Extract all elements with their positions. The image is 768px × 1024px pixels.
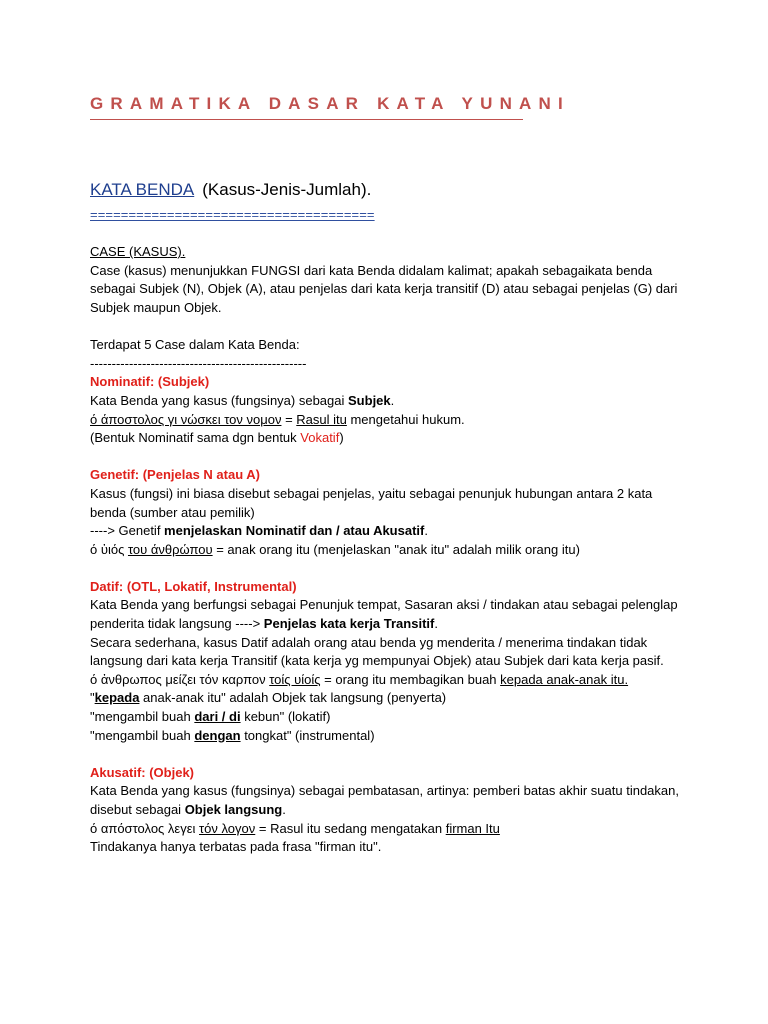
datif-line-6: "mengambil buah dengan tongkat" (instrumental) [90, 727, 375, 743]
genetif-line-2: ----> Genetif menjelaskan Nominatif dan / atau Akusatif. [90, 523, 428, 539]
datif-heading: Datif: (OTL, Lokatif, Instrumental) [90, 578, 297, 594]
vokatif-word: Vokatif [300, 430, 340, 446]
nominatif-line-3: (Bentuk Nominatif sama dgn bentuk Vokatif) [90, 430, 344, 446]
akusatif-firman-underlined: firman Itu [445, 820, 500, 836]
datif-greek-line: ό ἀνθρωπος μείζει τόν καρπον τοίς υίοίς = orang itu membagikan buah kepada anak-anak itu. [90, 671, 629, 687]
dash-line: -------------------------------------------------- [90, 355, 307, 371]
akusatif-line-1: Kata Benda yang kasus (fungsinya) sebagai pembatasan, artinya: pemberi batas akhir suatu tindakan, disebut sebagai Objek langsung. [90, 783, 679, 817]
datif-line-2: Secara sederhana, kasus Datif adalah orang atau benda yg menderita / menerima tindakan tidak langsung dari kata kerja Transitif (kata kerja yg mempunyai Objek) atau Subjek dari kata kerja pasif. [90, 634, 664, 669]
case-description: Case (kasus) menunjukkan FUNGSI dari kata Benda didalam kalimat; apakah sebagaikata benda sebagai Subjek (N), Objek (A), atau penjelas dari kata kerja transitif (D) atau sebagai penjelas (G) dari Subjek maupun Objek. [90, 262, 678, 315]
spacer [90, 225, 690, 244]
datif-dari-bold: dari / di [194, 709, 241, 725]
akusatif-bold: Objek langsung [184, 802, 283, 817]
genetif-bold: menjelaskan Nominatif dan / atau Akusatif [164, 523, 425, 539]
datif-greek-underlined: τοίς υίοίς [269, 671, 321, 687]
spacer [90, 448, 690, 467]
genetif-line-1: Kasus (fungsi) ini biasa disebut sebagai penjelas, yaitu sebagai penunjuk hubungan antara 2 kata benda (sumber atau pemilik) [90, 485, 653, 520]
section-heading [90, 180, 371, 200]
nominatif-rasul: Rasul itu [296, 411, 347, 427]
datif-dengan-bold: dengan [194, 727, 241, 743]
akusatif-greek-line: ό απόστολος λεγει τόν λογον = Rasul itu sedang mengatakan firman Itu [90, 820, 500, 836]
heading-kata-benda: KATA BENDA [90, 180, 195, 199]
nominatif-greek: ό άποστολος γι νώσκει τον νομον [90, 411, 282, 427]
datif-line-4: "kepada anak-anak itu" adalah Objek tak langsung (penyerta) [90, 690, 447, 706]
datif-line-1: Kata Benda yang berfungsi sebagai Penunjuk tempat, Sasaran aksi / tindakan atau sebagai pelenglap penderita tidak langsung ----> Penjelas kata kerja Transitif. [90, 597, 678, 632]
spacer [90, 559, 690, 578]
title-underline [90, 119, 523, 120]
case-heading: CASE (KASUS). [90, 244, 186, 260]
genetif-greek-line: ό ὑιός του άνθρώπου = anak orang itu (menjelaskan "anak itu" adalah milik orang itu) [90, 541, 580, 557]
akusatif-heading: Akusatif: (Objek) [90, 764, 195, 780]
datif-line-5: "mengambil buah dari / di kebun" (lokatif) [90, 709, 331, 725]
terdapat-line: Terdapat 5 Case dalam Kata Benda: [90, 337, 300, 353]
datif-bold: Penjelas kata kerja Transitif [263, 616, 435, 632]
nominatif-greek-line: ό άποστολος γι νώσκει τον νομον = Rasul itu mengetahui hukum. [90, 411, 465, 427]
document-body [90, 206, 690, 857]
nominatif-heading: Nominatif: (Subjek) [90, 374, 210, 390]
datif-kepada-bold: kepada [94, 690, 140, 706]
document-title: GRAMATIKA DASAR KATA YUNANI [90, 94, 570, 113]
heading-subtitle: (Kasus-Jenis-Jumlah). [202, 180, 372, 199]
akusatif-line-3: Tindakanya hanya terbatas pada frasa "firman itu". [90, 839, 382, 855]
spacer [90, 318, 690, 337]
divider-line: ===================================== [90, 207, 375, 222]
spacer [90, 745, 690, 764]
genetif-greek-underlined: του άνθρώπου [127, 541, 213, 557]
nominatif-subjek-bold: Subjek [348, 392, 391, 408]
genetif-heading: Genetif: (Penjelas N atau A) [90, 467, 260, 483]
nominatif-line-1: Kata Benda yang kasus (fungsinya) sebagai Subjek. [90, 392, 395, 408]
datif-kepada-underlined: kepada anak-anak itu. [500, 671, 629, 687]
akusatif-greek-underlined: τόν λογον [199, 820, 256, 836]
